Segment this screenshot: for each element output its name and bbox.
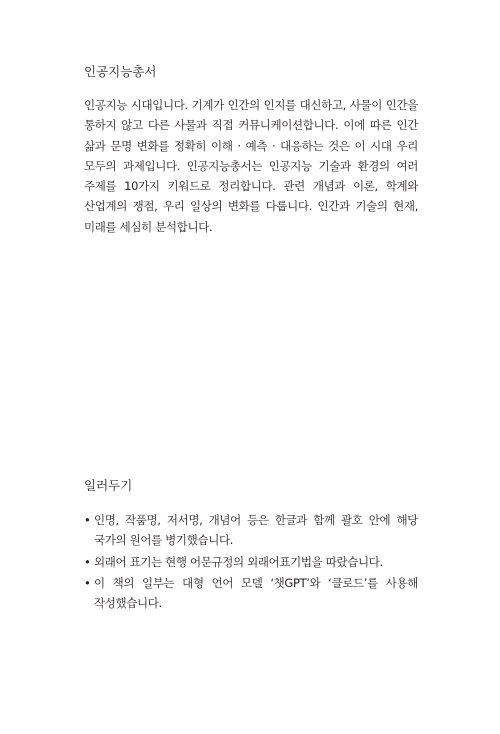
note-text: 이 책의 일부는 대형 언어 모델 ‘챗GPT’와 ‘클로드’를 사용해 작성했습니다. (94, 575, 418, 611)
notes-list (84, 510, 418, 613)
note-item (84, 573, 418, 614)
series-description: 인공지능 시대입니다. 기계가 인간의 인지를 대신하고, 사물이 인간을 통하지 않고 다른 사물과 직접 커뮤니케이션합니다. 이에 따른 인간 삶과 문명 변화를 정확히 이해 · 예측 · 대응하는 것은 이 시대 우리 모두의 과제입니다. 인공지능총서는 인공지능 기술과 환경의 여러 주제를 10가지 키워드로 정리합니다. 관련 개념과 이론, 학계와 산업계의 쟁점, 우리 일상의 변화를 다룹니다. 인간과 기술의 현재, 미래를 세심히 분석합니다. (84, 98, 418, 234)
note-item (84, 510, 418, 551)
bullet-icon: • (84, 554, 91, 569)
series-title: 인공지능총서 (84, 64, 157, 79)
bullet-icon: • (84, 575, 91, 590)
note-text: 외래어 표기는 현행 어문규정의 외래어표기법을 따랐습니다. (94, 554, 383, 569)
note-text: 인명, 작품명, 저서명, 개념어 등은 한글과 함께 괄호 안에 해당 국가의 원어를 병기했습니다. (94, 513, 418, 548)
bullet-icon: • (84, 513, 91, 527)
notes-title: 일러두기 (84, 478, 133, 493)
editorial-notes-section (84, 476, 418, 614)
note-item (84, 552, 418, 572)
series-intro-section (84, 62, 418, 237)
